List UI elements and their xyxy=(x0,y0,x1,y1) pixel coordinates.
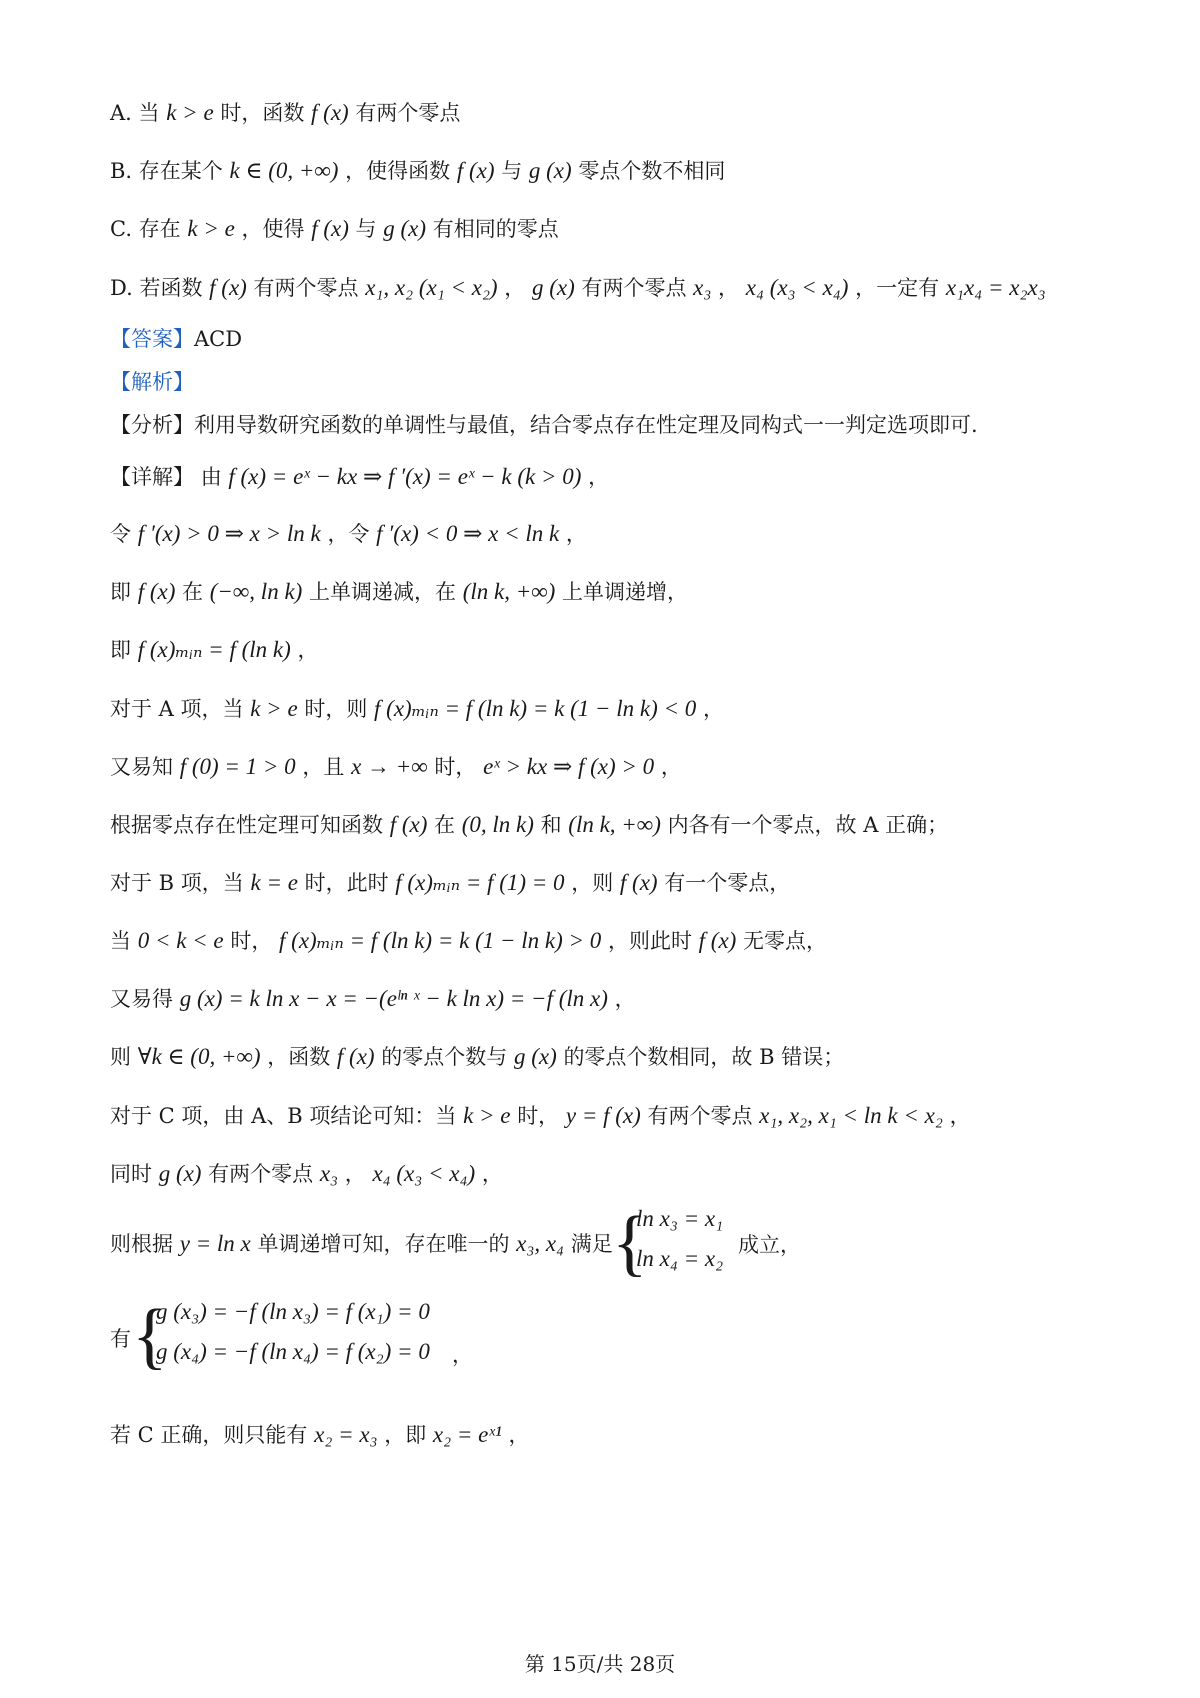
math: x₃, x₄ xyxy=(516,1231,565,1256)
math: x₃ xyxy=(693,275,712,300)
math: g (x) xyxy=(383,216,427,241)
text: ，且 xyxy=(302,755,345,779)
text: 有两个零点 xyxy=(208,1162,314,1186)
option-d xyxy=(110,273,1046,303)
text: 时，函数 xyxy=(220,101,305,125)
text: 与 xyxy=(355,217,377,241)
text: 有一个零点， xyxy=(664,871,791,895)
text: ， xyxy=(718,276,740,300)
math: f (x)ₘᵢₙ = f (ln k) xyxy=(137,637,291,662)
text: 的零点个数相同，故 B 错误； xyxy=(563,1045,845,1069)
math: g (x) xyxy=(513,1044,557,1069)
text: 上单调递增， xyxy=(561,580,688,604)
text: 对于 C 项，由 A、B 项结论可知：当 xyxy=(110,1104,457,1128)
option-label: B. xyxy=(110,159,133,183)
system1-brace: { xyxy=(612,1202,648,1284)
math: f (x) xyxy=(311,100,349,125)
text: 时，则 xyxy=(304,697,368,721)
solution-last-line xyxy=(110,1420,529,1450)
text: ，即 xyxy=(384,1423,427,1447)
text: 时， xyxy=(517,1104,560,1128)
text: ， xyxy=(660,755,682,779)
text: 有相同的零点 xyxy=(432,217,559,241)
text: 时， xyxy=(434,755,477,779)
text: 对于 A 项，当 xyxy=(110,697,244,721)
text: 令 xyxy=(110,522,131,546)
system1-line xyxy=(110,1229,613,1259)
text: ， xyxy=(344,1162,366,1186)
option-label: D. xyxy=(110,276,133,300)
fenxi-tag: 【分析】 xyxy=(110,413,194,437)
text: 的零点个数与 xyxy=(381,1045,508,1069)
math: k ∈ (0, +∞) xyxy=(229,158,339,183)
text: 存在某个 xyxy=(138,159,223,183)
page-footer: 第 15页/共 28页 xyxy=(524,1652,676,1676)
text: 无零点， xyxy=(743,929,828,953)
solution-line-12 xyxy=(110,1101,971,1131)
math: k > e xyxy=(250,696,298,721)
system1-row-2: ln x₄ = x₂ xyxy=(636,1246,724,1271)
text: 有两个零点 xyxy=(581,276,687,300)
solution-line-1 xyxy=(110,462,609,492)
solution-line-11 xyxy=(110,1042,844,1072)
math: y = f (x) xyxy=(565,1103,641,1128)
xiangjie-tag: 【详解】 xyxy=(110,465,194,489)
math: x₃ xyxy=(319,1161,339,1186)
math: g (x) xyxy=(531,275,575,300)
math: f (x) xyxy=(389,812,428,837)
text: 满足 xyxy=(570,1232,613,1256)
text: 即 xyxy=(110,580,131,604)
system2-brace: { xyxy=(132,1295,168,1377)
option-label: A. xyxy=(110,101,132,125)
text: ，使得函数 xyxy=(345,159,451,183)
option-b xyxy=(110,156,725,186)
math: f (x) xyxy=(209,275,247,300)
answer-value: ACD xyxy=(194,327,243,351)
math: g (x) xyxy=(528,158,572,183)
math: k = e xyxy=(250,870,298,895)
system2-prefix: 有 xyxy=(110,1327,131,1351)
system2-row-2: g (x₄) = −f (ln x₄) = f (x₂) = 0 xyxy=(156,1339,430,1364)
text: 则根据 xyxy=(110,1232,173,1256)
option-c xyxy=(110,214,559,244)
solution-line-3 xyxy=(110,577,688,607)
math: f (0) = 1 > 0 xyxy=(179,754,296,779)
text: 当 xyxy=(138,101,160,125)
math: x₄ (x₃ < x₄) xyxy=(745,275,849,300)
system1-suffix: 成立， xyxy=(738,1233,801,1257)
text: ， xyxy=(588,465,610,489)
text: 则 xyxy=(110,1045,131,1069)
system2-row-1: g (x₃) = −f (ln x₃) = f (x₁) = 0 xyxy=(156,1299,430,1324)
solution-line-4 xyxy=(110,635,318,665)
math: f (x) xyxy=(311,216,349,241)
math: f ′(x) < 0 ⇒ x < ln k xyxy=(376,521,560,546)
math: f (x)ₘᵢₙ = f (1) = 0 xyxy=(395,870,565,895)
math: x → +∞ xyxy=(351,754,428,779)
text: 又易知 xyxy=(110,755,173,779)
text: ， xyxy=(481,1162,503,1186)
math: y = ln x xyxy=(179,1231,251,1256)
text: 有两个零点 xyxy=(253,276,359,300)
text: 和 xyxy=(540,813,562,837)
analysis-tag: 【解析】 xyxy=(110,370,194,394)
math: f ′(x) > 0 ⇒ x > ln k xyxy=(137,521,321,546)
solution-line-5 xyxy=(110,694,724,724)
math: f (x) xyxy=(336,1044,375,1069)
text: 又易得 xyxy=(110,987,173,1011)
text: 即 xyxy=(110,638,131,662)
math: x₂ = eˣ¹ xyxy=(432,1422,502,1447)
math: x₁, x₂ (x₁ < x₂) xyxy=(365,275,498,300)
text: 单调递增可知，存在唯一的 xyxy=(257,1232,510,1256)
math: x₄ (x₃ < x₄) xyxy=(372,1161,476,1186)
text: 上单调递减，在 xyxy=(309,580,457,604)
answer-line xyxy=(110,324,242,354)
text: 同时 xyxy=(110,1162,152,1186)
solution-line-7 xyxy=(110,810,948,840)
math: x₁x₄ = x₂x₃ xyxy=(945,275,1046,300)
text: 存在 xyxy=(138,217,181,241)
text: ，则此时 xyxy=(607,929,692,953)
answer-tag: 【答案】 xyxy=(110,327,194,351)
text: ，则 xyxy=(571,871,614,895)
text: ， xyxy=(508,1423,530,1447)
option-a xyxy=(110,98,460,128)
math: (−∞, ln k) xyxy=(209,579,303,604)
text: 与 xyxy=(501,159,523,183)
text: 有两个零点 xyxy=(355,101,461,125)
text: 根据零点存在性定理可知函数 xyxy=(110,813,383,837)
solution-line-8 xyxy=(110,868,790,898)
math: k > e xyxy=(187,216,235,241)
text: 内各有一个零点，故 A 正确； xyxy=(667,813,949,837)
solution-line-2 xyxy=(110,519,587,549)
text: 若函数 xyxy=(139,276,203,300)
math: eˣ > kx ⇒ f (x) > 0 xyxy=(483,754,655,779)
analysis-tag-line xyxy=(110,367,194,397)
math: (0, ln k) xyxy=(461,812,534,837)
math: f (x)ₘᵢₙ = f (ln k) = k (1 − ln k) < 0 xyxy=(374,696,697,721)
text: 在 xyxy=(434,813,456,837)
text: ， xyxy=(297,638,319,662)
text: 当 xyxy=(110,929,131,953)
math: ∀k ∈ (0, +∞) xyxy=(137,1044,261,1069)
math: 0 < k < e xyxy=(137,928,224,953)
math: f (x) xyxy=(137,579,176,604)
text: 对于 B 项，当 xyxy=(110,871,244,895)
solution-line-9 xyxy=(110,926,827,956)
text: ，使得 xyxy=(241,217,305,241)
system1-row-1: ln x₃ = x₁ xyxy=(636,1206,724,1231)
text: ，令 xyxy=(327,522,370,546)
math: g (x) = k ln x − x = −(eˡⁿ ˣ − k ln x) = −f (ln x) xyxy=(179,986,608,1011)
math: f (x)ₘᵢₙ = f (ln k) = k (1 − ln k) > 0 xyxy=(279,928,602,953)
math: f (x) xyxy=(698,928,737,953)
math: (ln k, +∞) xyxy=(568,812,661,837)
system2-suffix: ， xyxy=(452,1343,473,1367)
math: k > e xyxy=(166,100,214,125)
text: 若 C 正确，则只能有 xyxy=(110,1423,308,1447)
fenxi-text: 利用导数研究函数的单调性与最值，结合零点存在性定理及同构式一一判定选项即可. xyxy=(194,413,978,437)
option-label: C. xyxy=(110,217,132,241)
math: f (x) xyxy=(619,870,658,895)
solution-line-13 xyxy=(110,1159,503,1189)
math: f (x) = eˣ − kx ⇒ f ′(x) = eˣ − k (k > 0) xyxy=(228,464,582,489)
text: ， xyxy=(504,276,526,300)
solution-line-10 xyxy=(110,984,636,1014)
math: x₁, x₂, x₁ < ln k < x₂ xyxy=(759,1103,943,1128)
math: (ln k, +∞) xyxy=(462,579,556,604)
text: 时，此时 xyxy=(304,871,389,895)
solution-line-6 xyxy=(110,752,682,782)
text: ， xyxy=(702,697,724,721)
math: f (x) xyxy=(456,158,495,183)
text: ，一定有 xyxy=(855,276,940,300)
fenxi-line xyxy=(110,410,978,440)
text: ， xyxy=(949,1104,971,1128)
text: ， xyxy=(614,987,636,1011)
text: ， xyxy=(565,522,587,546)
text: 时， xyxy=(230,929,273,953)
text: 由 xyxy=(200,465,222,489)
math: g (x) xyxy=(158,1161,202,1186)
text: 零点个数不相同 xyxy=(578,159,726,183)
math: x₂ = x₃ xyxy=(314,1422,378,1447)
text: 有两个零点 xyxy=(647,1104,753,1128)
text: ，函数 xyxy=(267,1045,331,1069)
math: k > e xyxy=(463,1103,511,1128)
text: 在 xyxy=(182,580,204,604)
